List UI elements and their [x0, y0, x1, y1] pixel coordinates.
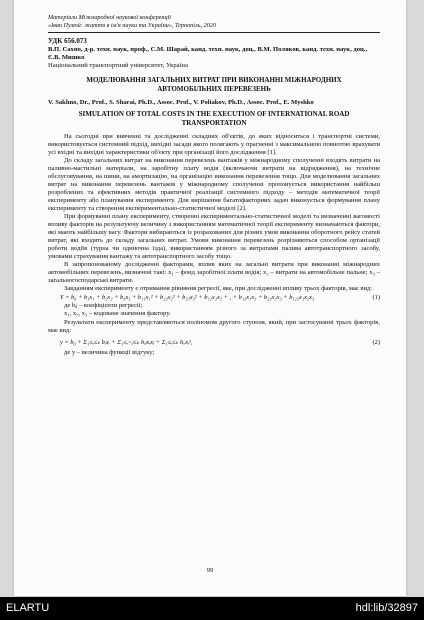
where-2: x₁, x₂, x₃ – кодоване значення фактору. [64, 310, 171, 318]
header-rule [48, 32, 380, 33]
affiliation: Національний транспортний університет, Україна [48, 61, 188, 69]
formula-2-text: y = b₀ + Σ₁≤ᵢ≤ₖ bᵢxᵢ + Σ₁≤ᵢ<ⱼ≤ₖ bᵢⱼxᵢxⱼ + Σ₁≤ᵢ≤ₖ bᵢᵢxᵢ², [60, 338, 193, 346]
footer-repository-name: ELARTU [6, 602, 50, 614]
conference-header-line1: Матеріали Міжнародної наукової конференції [48, 14, 172, 21]
formula-2 [48, 338, 380, 347]
title-en: SIMULATION OF TOTAL COSTS IN THE EXECUTION OF INTERNATIONAL ROAD TRANSPORTATION [78, 110, 350, 127]
where-1: де bᵢⱼ – коефіцієнти регресії; [64, 301, 143, 309]
formula-1-text: Y = b₀ + b₁x₁ + b₂x₂ + b₃x₃ + b₁₁x₁² + b₂₂x₂² + b₃₃x₃² + b₁₂x₁x₂ + , + b₁₃x₁x₃ + b₂₃x₂x₃ + b₁₂₃x₁x₂x₃ [60, 293, 315, 301]
formula-1-number: (1) [372, 293, 380, 301]
conference-header-line2: «Іван Пулюй: життя в ім'я науки та України», Тернопіль, 2020 [48, 22, 216, 29]
udk-code: УДК 656.073 [48, 37, 87, 45]
where-3: де y – величина функції відгуку; [64, 348, 155, 356]
page-number: 99 [206, 567, 214, 574]
paragraph-5: Завданням експерименту є отримання рівняння регресії, яке, при дослідженні впливу трьох факторів, має вид: [64, 284, 373, 292]
authors-en: V. Sakhno, Dr., Prof., S. Sharai, Ph.D., Assoc. Prof., V. Poliakov, Ph.D., Assoc. Prof., E. Myshko [48, 98, 314, 106]
title-ua: МОДЕЛЮВАННЯ ЗАГАЛЬНИХ ВИТРАТ ПРИ ВИКОНАННІ МІЖНАРОДНИХ АВТОМОБІЛЬНИХ ПЕРЕВЕЗЕНЬ [86, 76, 342, 93]
formula-1 [48, 293, 380, 302]
footer-handle: hdl:lib/32897 [355, 602, 418, 614]
page-content [48, 14, 380, 357]
paragraph-2: До складу загальних витрат на виконання перевезень вантажів у міжнародному сполученні входять витрати на паливно-мастильні матеріали, на заробітну плату водія (включаючи витрати на відрядження), на технічне обслуговування, на шини, на амортизацію, на організацію виконання перевезення тощо. Для моделювання загальних витрат на виконання перевезень вантажів у міжнародному сполученні пропонується використання найбільш розроблених та ефективних методів практичної реалізації системного підходу – методів математичної теорії експерименту або планування експерименту. Для вирішення багатофакторних задач виконується формування плану експерименту та створення експериментально-статистичної моделі [2]. [48, 156, 380, 212]
formula-2-number: (2) [372, 338, 380, 346]
paragraph-4: В запропонованому дослідженні факторами, вплив яких на загальні витрати при виконанні міжнародних автомобільних перевезень, визначені такі: x₁ – фонд заробітної плати водія; x₂ – витрати на автомобільне пальне; x₃ – загальногосподарські витрати. [48, 260, 380, 284]
paragraph-3: При формуванні плану експерименту, створенні експериментально-статистичної моделі та визначенні вагомості впливу факторів на результуючу величину з використанням математичної теорії експерименту визначаються фактори, які мають найбільшу вагу. Фактори вибираються із розрахованих для різних умов виконання оборотного рейсу статей витрат, які входять до складу загальних витрат. Умови виконання перевезень розрізняються способом організації роботи водіїв (турна чи одиночна їзда), використанням різного за витратами палива автотранспортного засобу, умовами страхування вантажу та автотранспортного засобу тощо. [48, 212, 380, 260]
repository-footer [0, 597, 424, 620]
paragraph-6: Результати експерименту представляються поліномом другого ступеня, який, при застосуванні трьох факторів, має вид: [48, 318, 380, 334]
paragraph-1: На сьогодні при вивченні та дослідженні складних об'єктів, до яких відноситься і транспортні системи, використовується системний підхід, вихідні засади якого полягають у прагненні з максимальною повнотою врахувати усі вхідні та вихідні характеристики об'єкту при організації його дослідження [1]. [48, 132, 380, 156]
paper-page [14, 0, 406, 596]
authors-ua: В.П. Сахно, д-р. техн. наук, проф., С.М. Шарай, канд. техн. наук, доц., В.М. Поляков, канд. техн. наук, доц., Є.В. Мишко [48, 45, 368, 61]
conference-header [48, 14, 380, 30]
